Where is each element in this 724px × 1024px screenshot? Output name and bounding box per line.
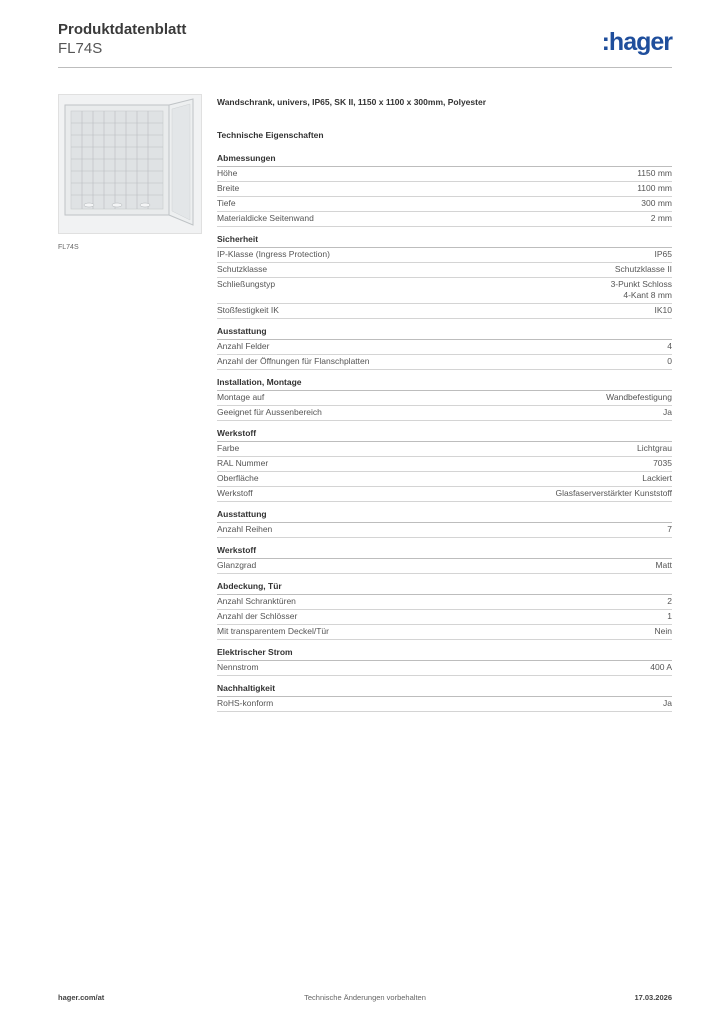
property-value-line: 2 mm	[650, 213, 672, 223]
group-title: Ausstattung	[217, 325, 672, 340]
property-value	[555, 488, 672, 499]
header	[58, 20, 186, 58]
property-row	[217, 355, 672, 370]
property-row	[217, 487, 672, 502]
property-value-line: Glasfaserverstärkter Kunststoff	[555, 488, 672, 498]
property-value-line: IP65	[654, 249, 672, 259]
property-group	[217, 427, 672, 502]
group-title: Installation, Montage	[217, 376, 672, 391]
property-value-line: 7035	[653, 458, 672, 468]
property-row	[217, 263, 672, 278]
property-value	[651, 213, 672, 224]
property-label: RoHS-konform	[217, 698, 274, 708]
property-group	[217, 646, 672, 676]
group-title: Sicherheit	[217, 233, 672, 248]
property-label: Farbe	[217, 443, 240, 453]
property-label: Breite	[217, 183, 240, 193]
property-value-line: Matt	[655, 560, 672, 570]
property-row	[217, 340, 672, 355]
property-label: Anzahl Schranktüren	[217, 596, 296, 606]
property-value	[655, 626, 672, 637]
property-label: IP-Klasse (Ingress Protection)	[217, 249, 330, 259]
property-row	[217, 559, 672, 574]
property-value-line: 4	[667, 341, 672, 351]
group-title: Elektrischer Strom	[217, 646, 672, 661]
property-group	[217, 544, 672, 574]
group-title: Abdeckung, Tür	[217, 580, 672, 595]
property-value-line: 1100 mm	[637, 183, 672, 193]
property-value-line: 3-Punkt Schloss	[610, 279, 672, 289]
property-row	[217, 197, 672, 212]
group-title: Ausstattung	[217, 508, 672, 523]
property-label: Montage auf	[217, 392, 265, 402]
property-value	[667, 524, 672, 535]
property-value-line: 0	[667, 356, 672, 366]
property-label: Werkstoff	[217, 488, 253, 498]
property-value	[655, 249, 673, 260]
property-row	[217, 595, 672, 610]
property-label: Oberfläche	[217, 473, 259, 483]
property-group	[217, 152, 672, 227]
property-value	[637, 443, 672, 454]
property-value	[650, 662, 672, 673]
property-value	[663, 407, 672, 418]
group-title: Werkstoff	[217, 427, 672, 442]
property-label: Anzahl der Öffnungen für Flanschplatten	[217, 356, 370, 366]
property-value-line: 7	[667, 524, 672, 534]
property-row	[217, 697, 672, 712]
property-value-line: Lichtgrau	[637, 443, 672, 453]
property-row	[217, 167, 672, 182]
property-group	[217, 508, 672, 538]
property-label: Glanzgrad	[217, 560, 257, 570]
property-label: Geeignet für Aussenbereich	[217, 407, 322, 417]
property-value	[667, 611, 672, 622]
property-row	[217, 457, 672, 472]
property-label: Anzahl Felder	[217, 341, 270, 351]
property-row	[217, 442, 672, 457]
property-row	[217, 391, 672, 406]
property-label: Anzahl der Schlösser	[217, 611, 298, 621]
group-title: Nachhaltigkeit	[217, 682, 672, 697]
property-value-line: 1150 mm	[637, 168, 672, 178]
property-group	[217, 376, 672, 421]
footer	[58, 993, 672, 1007]
property-row	[217, 661, 672, 676]
page-title: Produktdatenblatt	[58, 21, 187, 38]
property-row	[217, 304, 672, 319]
property-value-line: 300 mm	[641, 198, 672, 208]
property-row	[217, 406, 672, 421]
property-row	[217, 472, 672, 487]
property-label: RAL Nummer	[217, 458, 269, 468]
footer-disclaimer: Technische Änderungen vorbehalten	[304, 993, 426, 1002]
property-group	[217, 682, 672, 712]
property-row	[217, 625, 672, 640]
datasheet-content	[217, 96, 672, 712]
property-value-line: Nein	[654, 626, 672, 636]
property-row	[217, 610, 672, 625]
image-caption: FL74S	[58, 244, 79, 251]
property-label: Nennstrom	[217, 662, 259, 672]
property-value-line: Ja	[663, 698, 672, 708]
property-value-line: Wandbefestigung	[606, 392, 672, 402]
property-label: Materialdicke Seitenwand	[217, 213, 314, 223]
property-value-line: 400 A	[650, 662, 672, 672]
product-code: FL74S	[58, 40, 103, 57]
footer-date: 17.03.2026	[634, 993, 672, 1002]
property-label: Anzahl Reihen	[217, 524, 273, 534]
group-title: Werkstoff	[217, 544, 672, 559]
section-heading: Technische Eigenschaften	[217, 130, 324, 140]
property-value-line: Ja	[663, 407, 672, 417]
product-image	[58, 94, 202, 234]
property-value-line: Lackiert	[642, 473, 672, 483]
product-description: Wandschrank, univers, IP65, SK II, 1150 x 1100 x 300mm, Polyester	[217, 97, 486, 107]
property-row	[217, 212, 672, 227]
property-label: Höhe	[217, 168, 238, 178]
property-value	[667, 341, 672, 352]
property-value	[655, 560, 672, 571]
property-value	[615, 264, 672, 275]
property-value	[637, 168, 672, 179]
property-value	[653, 458, 672, 469]
property-group	[217, 233, 672, 319]
property-value-line: 4-Kant 8 mm	[623, 290, 672, 300]
group-title: Abmessungen	[217, 152, 672, 167]
cabinet-illustration	[59, 95, 201, 233]
header-divider	[58, 67, 672, 68]
property-value-line: Schutzklasse II	[614, 264, 672, 274]
property-label: Tiefe	[217, 198, 236, 208]
property-value	[667, 356, 672, 367]
property-label: Mit transparentem Deckel/Tür	[217, 626, 329, 636]
property-value	[606, 392, 672, 403]
property-value	[641, 198, 672, 209]
property-value	[663, 698, 672, 709]
property-row	[217, 523, 672, 538]
property-row	[217, 278, 672, 304]
property-row	[217, 248, 672, 263]
property-value-line: IK10	[654, 305, 672, 315]
property-value-line: 1	[667, 611, 672, 621]
property-label: Schutzklasse	[217, 264, 268, 274]
property-value	[655, 305, 673, 316]
property-label: Stoßfestigkeit IK	[217, 305, 279, 315]
property-group	[217, 325, 672, 370]
property-value	[611, 279, 672, 301]
property-value-line: 2	[667, 596, 672, 606]
property-value	[642, 473, 672, 484]
property-groups	[217, 152, 672, 712]
property-group	[217, 580, 672, 640]
property-value	[637, 183, 672, 194]
property-row	[217, 182, 672, 197]
hager-logo: :hager	[601, 28, 672, 56]
footer-website: hager.com/at	[58, 993, 105, 1002]
property-value	[667, 596, 672, 607]
property-label: Schließungstyp	[217, 279, 276, 289]
